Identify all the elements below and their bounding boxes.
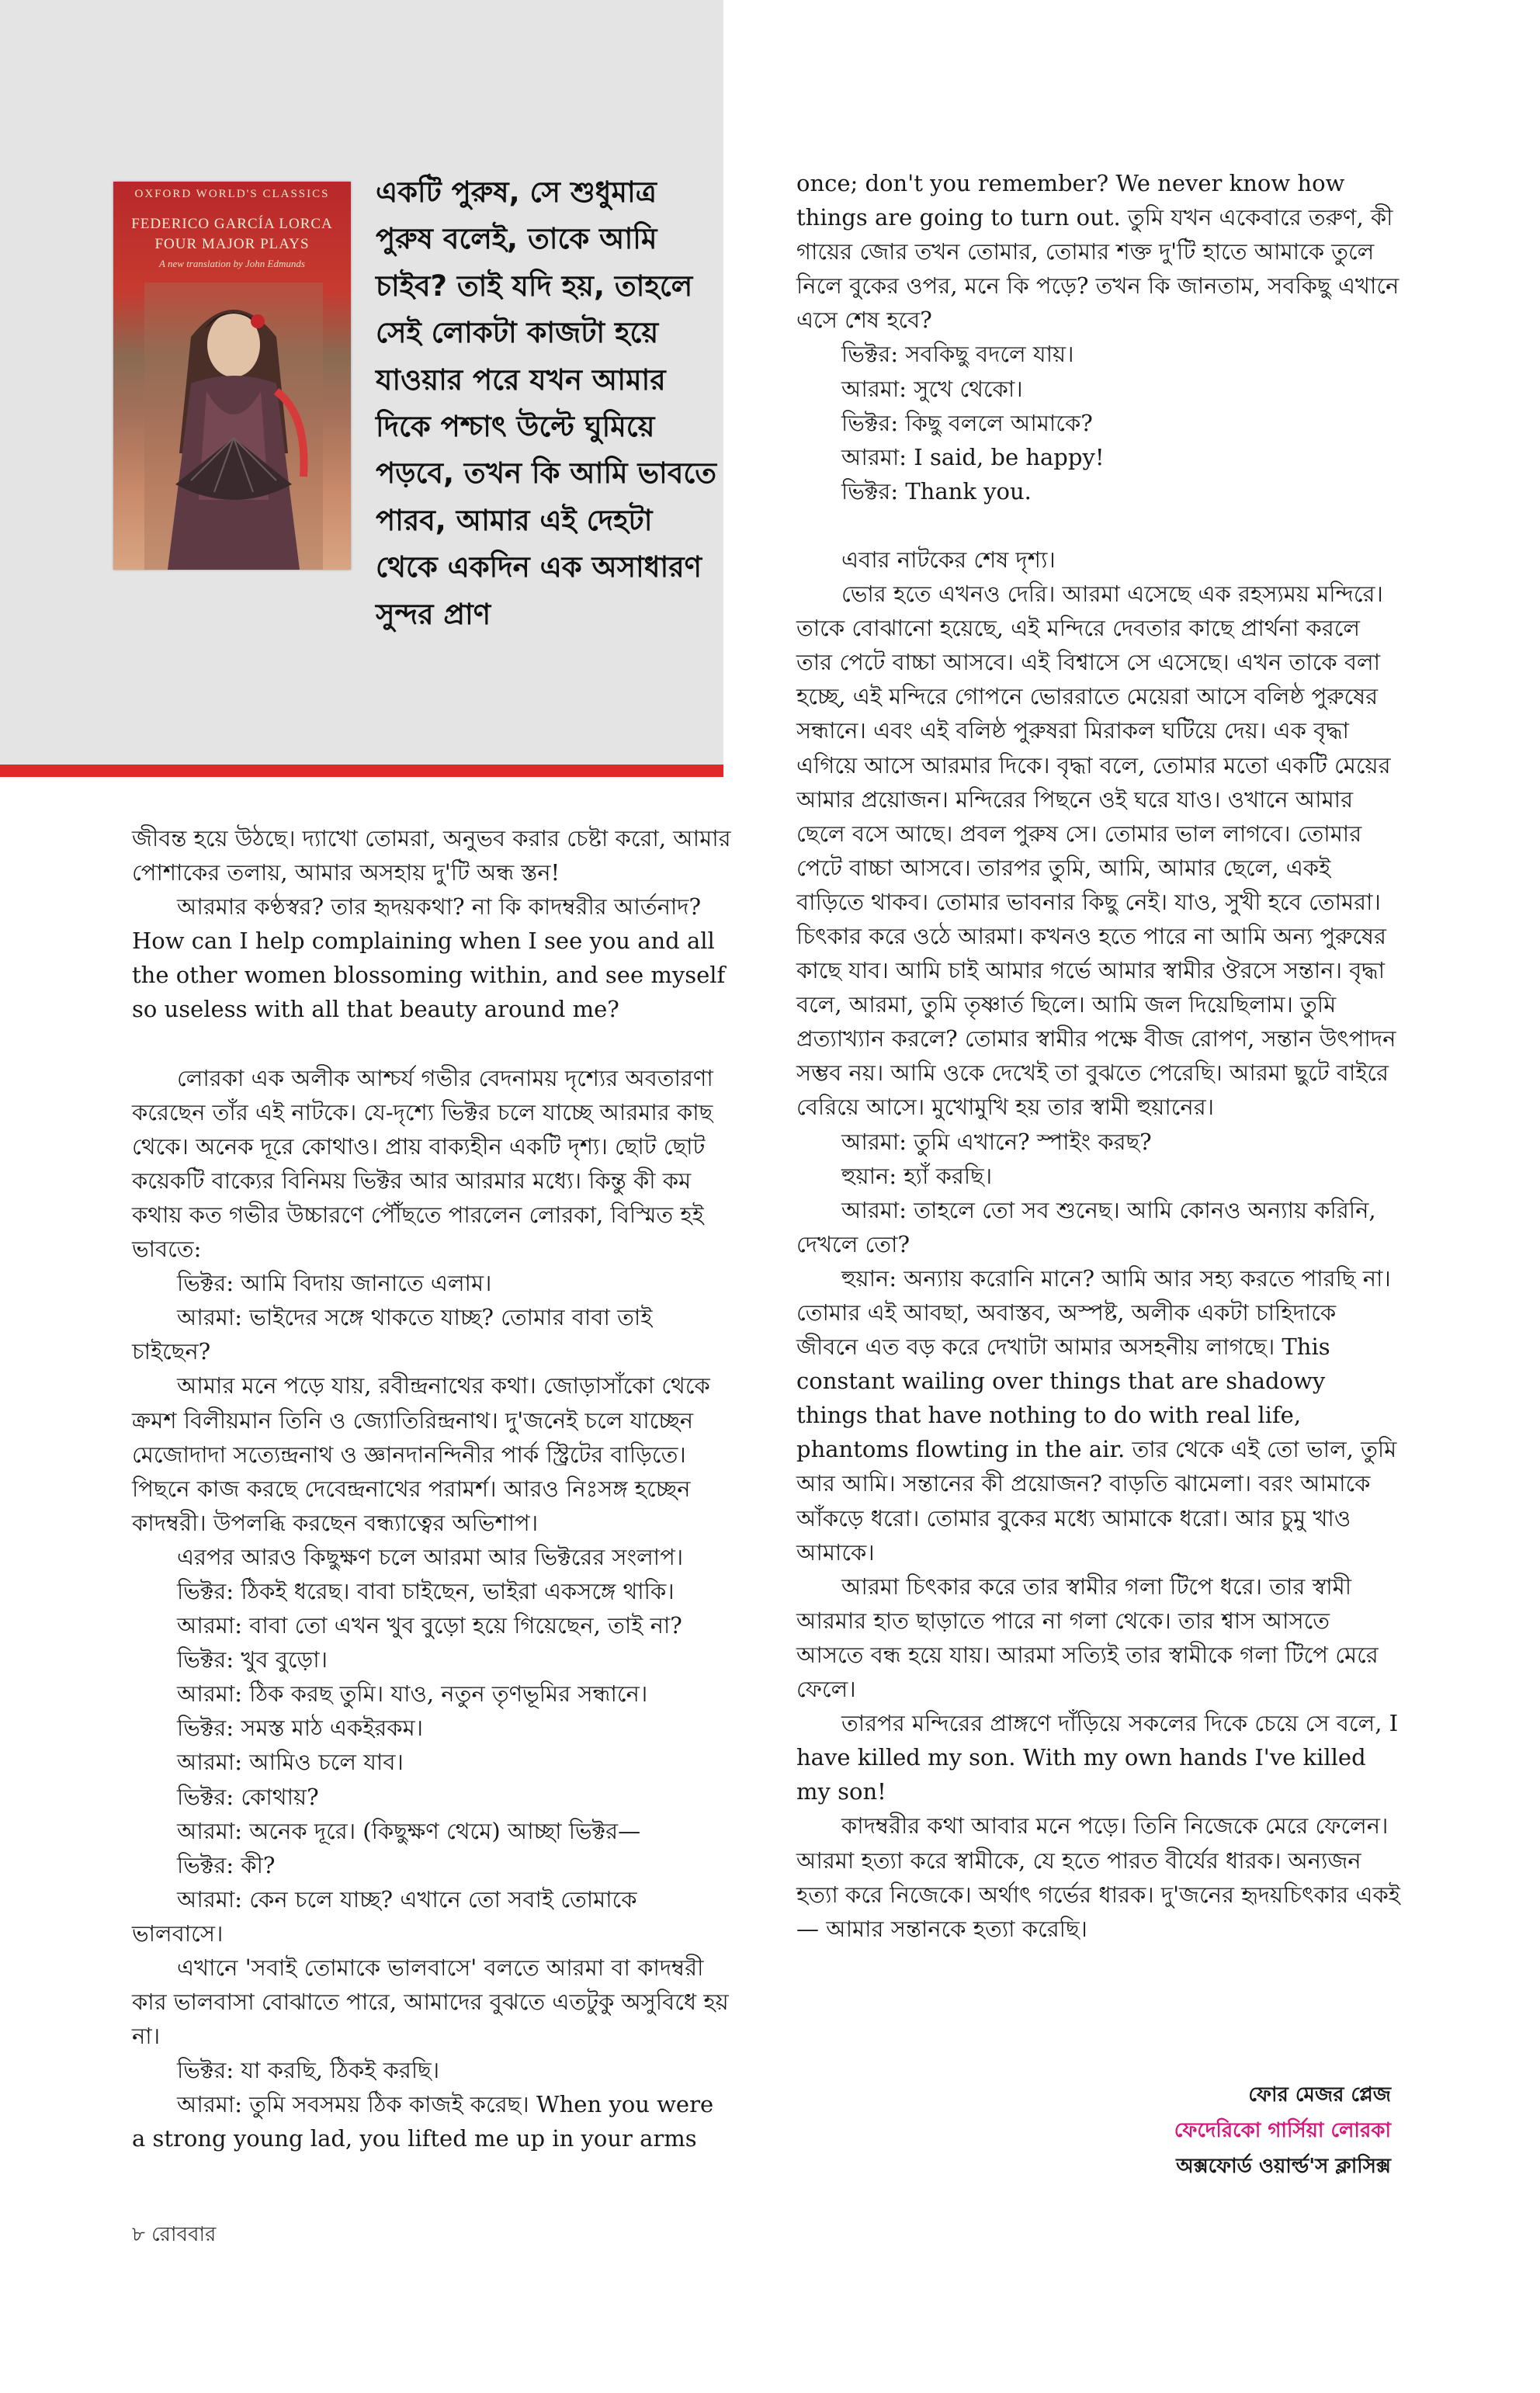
paragraph: ভিক্টর: আমি বিদায় জানাতে এলাম। (177, 1270, 492, 1297)
paragraph: আরমার কণ্ঠস্বর? তার হৃদয়কথা? না কি কাদম্বরীর আর্তনাদ? How can I help complaining when I see you and all the other women blossoming within, and see myself so useless with all that beauty around me? (132, 893, 726, 1023)
paragraph: লোরকা এক অলীক আশ্চর্য গভীর বেদনাময় দৃশ্যের অবতারণা করেছেন তাঁর এই নাটকে। যে-দৃশ্যে ভিক্টর চলে যাচ্ছে আরমার কাছ থেকে। অনেক দূরে কোথাও। প্রায় বাক্যহীন একটি দৃশ্য। ছোট ছোট কয়েকটি বাক্যের বিনিময় ভিক্টর আর আরমার মধ্যে। কিন্তু কী কম কথায় কত গভীর উচ্চারণে পৌঁছতে পারলেন লোরকা, বিস্মিত হই ভাবতে: (132, 1064, 713, 1263)
divider-rule (0, 765, 723, 777)
cover-translation: A new translation by John Edmunds (159, 258, 305, 269)
paragraph: ভিক্টর: সমস্ত মাঠ একইরকম। (177, 1715, 424, 1742)
paragraph: আমার মনে পড়ে যায়, রবীন্দ্রনাথের কথা। জোড়াসাঁকো থেকে ক্রমশ বিলীয়মান তিনি ও জ্যোতিরিন্দ্রনাথ। দু'জনেই চলে যাচ্ছেন মেজোদাদা সত্যেন্দ্রনাথ ও জ্ঞানদানন্দিনীর পার্ক স্ট্রিটের বাড়িতে। পিছনে কাজ করছে দেবেন্দ্রনাথের পরামর্শ। আরও নিঃসঙ্গ হচ্ছেন কাদম্বরী। উপলব্ধি করছেন বন্ধ্যাত্বের অভিশাপ। (132, 1372, 710, 1536)
article-column-right (796, 166, 1402, 1946)
paragraph: ভিক্টর: কোথায়? (177, 1783, 319, 1810)
paragraph: ভিক্টর: খুব বুড়ো। (177, 1646, 328, 1673)
paragraph: আরমা: ভাইদের সঙ্গে থাকতে যাচ্ছ? তোমার বাবা তাই চাইছেন? (132, 1304, 653, 1365)
paragraph: আরমা: তুমি এখানে? স্পাইং করছ? (841, 1128, 1152, 1155)
cover-portrait-illustration (144, 283, 323, 570)
paragraph: আরমা: আমিও চলে যাব। (177, 1749, 404, 1776)
paragraph: ভোর হতে এখনও দেরি। আরমা এসেছে এক রহস্যময় মন্দিরে। তাকে বোঝানো হয়েছে, এই মন্দিরে দেবতার কাছে প্রার্থনা করলে তার পেটে বাচ্চা আসবে। এই বিশ্বাসে সে এসেছে। এখন তাকে বলা হচ্ছে, এই মন্দিরে গোপনে ভোররাতে মেয়েরা আসে বলিষ্ঠ পুরুষের সন্ধানে। এবং এই বলিষ্ঠ পুরুষরা মিরাকল ঘটিয়ে দেয়। এক বৃদ্ধা এগিয়ে আসে আরমার দিকে। বৃদ্ধা বলে, তোমার মতো একটি মেয়ের আমার প্রয়োজন। মন্দিরের পিছনে ওই ঘরে যাও। ওখানে আমার ছেলে বসে আছে। প্রবল পুরুষ সে। তোমার ভাল লাগবে। তোমার পেটে বাচ্চা আসবে। তারপর তুমি, আমি, আমার ছেলে, একই বাড়িতে থাকব। তোমার ভাবনার কিছু নেই। যাও, সুখী হবে তোমরা। চিৎকার করে ওঠে আরমা। কখনও হতে পারে না আমি অন্য পুরুষের কাছে যাব। আমি চাই আমার গর্ভে আমার স্বামীর ঔরসে সন্তান। বৃদ্ধা বলে, আরমা, তুমি তৃষ্ণার্ত ছিলে। আমি জল দিয়েছিলাম। তুমি প্রত্যাখ্যান করলে? তোমার স্বামীর পক্ষে বীজ রোপণ, সন্তান উৎপাদন সম্ভব নয়। আমি ওকে দেখেই তা বুঝতে পেরেছি। আরমা ছুটে বাইরে বেরিয়ে আসে। মুখোমুখি হয় তার স্বামী হুয়ানের। (796, 581, 1396, 1121)
cover-series: OXFORD WORLD'S CLASSICS (134, 188, 330, 200)
paragraph: তারপর মন্দিরের প্রাঙ্গণে দাঁড়িয়ে সকলের দিকে চেয়ে সে বলে, I have killed my son. With my own hands I've killed my son! (796, 1710, 1399, 1805)
paragraph: কাদম্বরীর কথা আবার মনে পড়ে। তিনি নিজেকে মেরে ফেলেন। আরমা হত্যা করে স্বামীকে, যে হতে পারত বীর্যের ধারক। অন্যজন হত্যা করে নিজেকে। অর্থাৎ গর্ভের ধারক। দু'জনের হৃদয়চিৎকার একই— আমার সন্তানকে হত্যা করেছি। (796, 1812, 1400, 1942)
paragraph: ভিক্টর: সবকিছু বদলে যায়। (841, 341, 1074, 368)
paragraph: আরমা: ঠিক করছ তুমি। যাও, নতুন তৃণভূমির সন্ধানে। (177, 1680, 648, 1708)
paragraph: ভিক্টর: কিছু বললে আমাকে? (841, 409, 1093, 436)
paragraph: জীবন্ত হয়ে উঠছে। দ্যাখো তোমরা, অনুভব করার চেষ্টা করো, আমার পোশাকের তলায়, আমার অসহায় দু'টি অন্ধ স্তন! (132, 825, 731, 886)
paragraph: এরপর আরও কিছুক্ষণ চলে আরমা আর ভিক্টরের সংলাপ। (177, 1543, 684, 1570)
credit-author: ফেদেরিকো গার্সিয়া লোরকা (1174, 2119, 1391, 2142)
paragraph: once; don't you remember? We never know how things are going to turn out. তুমি যখন একেবারে তরুণ, কী গায়ের জোর তখন তোমার, তোমার শক্ত দু'টি হাতে আমাকে তুলে নিলে বুকের ওপর, মনে কি পড়ে? তখন কি জানতাম, সবকিছু এখানে এসে শেষ হবে? (796, 170, 1400, 334)
page-folio: ৮ রোববার (132, 2223, 217, 2246)
paragraph (796, 508, 1402, 543)
credit-publisher: অক্সফোর্ড ওয়ার্ল্ড'স ক্লাসিক্স (1176, 2155, 1391, 2178)
paragraph: এবার নাটকের শেষ দৃশ্য। (841, 546, 1056, 573)
paragraph: হুয়ান: হ্যাঁ করছি। (841, 1162, 993, 1189)
book-cover-image (113, 182, 351, 570)
paragraph: আরমা: I said, be happy! (841, 443, 1105, 470)
paragraph: ভিক্টর: ঠিকই ধরেছ। বাবা চাইছেন, ভাইরা একসঙ্গে থাকি। (177, 1577, 675, 1604)
paragraph: আরমা: বাবা তো এখন খুব বুড়ো হয়ে গিয়েছেন, তাই না? (177, 1612, 682, 1639)
cover-title: FOUR MAJOR PLAYS (154, 236, 310, 252)
paragraph: আরমা: তাহলে তো সব শুনেছ। আমি কোনও অন্যায় করিনি, দেখলে তো? (796, 1196, 1376, 1257)
paragraph: ভিক্টর: কী? (177, 1851, 276, 1878)
book-credits (1174, 2077, 1391, 2184)
cover-author: FEDERICO GARCÍA LORCA (131, 216, 333, 232)
paragraph: আরমা: কেন চলে যাচ্ছ? এখানে তো সবাই তোমাকে ভালবাসে। (132, 1885, 637, 1947)
paragraph: ভিক্টর: যা করছি, ঠিকই করছি। (177, 2057, 440, 2084)
pull-quote: একটি পুরুষ, সে শুধুমাত্র পুরুষ বলেই, তাকে আমি চাইব? তাই যদি হয়, তাহলে সেই লোকটা কাজটা হয়ে যাওয়ার পরে যখন আমার দিকে পশ্চাৎ উল্টে ঘুমিয়ে পড়বে, তখন কি আমি ভাবতে পারব, আমার এই দেহটা থেকে একদিন এক অসাধারণ সুন্দর প্রাণ (376, 175, 716, 631)
credit-book-title: ফোর মেজর প্লেজ (1248, 2083, 1391, 2107)
paragraph: হুয়ান: অন্যায় করোনি মানে? আমি আর সহ্য করতে পারছি না। তোমার এই আবছা, অবাস্তব, অস্পষ্ট, অলীক একটা চাহিদাকে জীবনে এত বড় করে দেখাটা আমার অসহনীয় লাগছে। This constant wailing over things that are shadowy things that have nothing to do with real life, phantoms flowting in the air. তার থেকে এই তো ভাল, তুমি আর আমি। সন্তানের কী প্রয়োজন? বাড়তি ঝামেলা। বরং আমাকে আঁকড়ে ধরো। তোমার বুকের মধ্যে আমাকে ধরো। আর চুমু খাও আমাকে। (796, 1264, 1397, 1566)
article-column-left (132, 821, 731, 2156)
paragraph: আরমা: সুখে থেকো। (841, 375, 1023, 402)
paragraph (132, 1027, 731, 1061)
paragraph: আরমা: তুমি সবসময় ঠিক কাজই করেছ। When you were a strong young lad, you lifted me up in your arms (132, 2091, 714, 2152)
paragraph: আরমা: অনেক দূরে। (কিছুক্ষণ থেমে) আচ্ছা ভিক্টর— (177, 1817, 641, 1844)
paragraph: ভিক্টর: Thank you. (841, 477, 1032, 505)
paragraph: এখানে 'সবাই তোমাকে ভালবাসে' বলতে আরমা বা কাদম্বরী কার ভালবাসা বোঝাতে পারে, আমাদের বুঝতে এতটুকু অসুবিধে হয় না। (132, 1954, 729, 2050)
paragraph: আরমা চিৎকার করে তার স্বামীর গলা টিপে ধরে। তার স্বামী আরমার হাত ছাড়াতে পারে না গলা থেকে। তার শ্বাস আসতে আসতে বন্ধ হয়ে যায়। আরমা সত্যিই তার স্বামীকে গলা টিপে মেরে ফেলে। (796, 1573, 1379, 1703)
